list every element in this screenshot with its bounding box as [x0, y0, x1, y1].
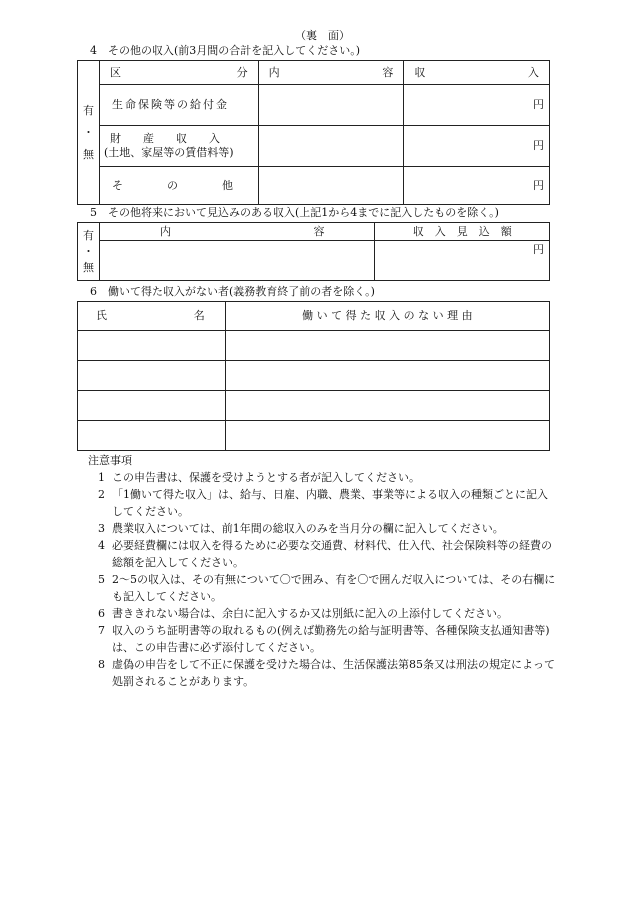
umu-dot: ・: [82, 125, 94, 139]
umu-yes: 有: [82, 228, 94, 242]
cell-reason[interactable]: [225, 331, 549, 361]
note-item: 7 収入のうち証明書等の取れるもの(例えば勤務先の給与証明書等、各種保険支払通知書等)は、この申告書に必ず添付してください。: [98, 624, 550, 654]
cell-name[interactable]: [78, 421, 226, 451]
notes-title: 注意事項: [88, 454, 132, 467]
row-label-insurance: 生命保険等の給付金: [99, 85, 258, 126]
col-header-reason: 働 い て 得 た 収 入 の な い 理 由: [225, 302, 549, 331]
note-item: 5 2～5の収入は、その有無について〇で囲み、有を〇で囲んだ収入については、その右欄にも記入してください。: [98, 573, 556, 603]
cell-reason[interactable]: [225, 421, 549, 451]
section5-table: [77, 222, 550, 281]
col-header-name: 氏 名: [78, 302, 226, 331]
cell-reason[interactable]: [225, 361, 549, 391]
note-item: 2 「1働いて得た収入」は、給与、日雇、内職、農業、事業等による収入の種類ごとに記入してください。: [98, 488, 548, 518]
cell-content[interactable]: [258, 126, 404, 167]
note-item: 1 この申告書は、保護を受けようとする者が記入してください。: [98, 471, 420, 484]
umu-yes: 有: [82, 103, 94, 117]
section6-heading: 6 働いて得た収入がない者(義務教育終了前の者を除く。): [90, 285, 375, 298]
note-item: 6 書ききれない場合は、余白に記入するか又は別紙に記入の上添付してください。: [98, 607, 508, 620]
umu-no: 無: [82, 147, 94, 161]
col-header-content: 内 容: [258, 61, 404, 85]
section4-heading: 4 その他の収入(前3月間の合計を記入してください。): [90, 44, 361, 57]
row-label-other: そ の 他: [99, 167, 258, 205]
cell-reason[interactable]: [225, 391, 549, 421]
cell-name[interactable]: [78, 331, 226, 361]
cell-content[interactable]: [258, 167, 404, 205]
section4-table: [77, 60, 550, 205]
row-label-property: 財 産 収 入 (土地、家屋等の賃借料等): [99, 126, 258, 167]
note-item: 8 虚偽の申告をして不正に保護を受けた場合は、生活保護法第85条又は刑法の規定によって処罰されることがあります。: [98, 658, 555, 688]
cell-income-unit[interactable]: 円: [404, 85, 550, 126]
note-item: 4 必要経費欄には収入を得るために必要な交通費、材料代、仕入代、社会保険料等の経費の総額を記入してください。: [98, 539, 552, 569]
cell-estimate-unit[interactable]: 円: [375, 241, 550, 281]
cell-name[interactable]: [78, 391, 226, 421]
col-header-income: 収 入: [404, 61, 550, 85]
page-title: （裏 面）: [295, 29, 350, 42]
cell-name[interactable]: [78, 361, 226, 391]
col-header-category: 区 分: [99, 61, 258, 85]
col-header-estimate: 収 入 見 込 額: [375, 223, 550, 241]
note-item: 3 農業収入については、前1年間の総収入のみを当月分の欄に記入してください。: [98, 522, 504, 535]
cell-income-unit[interactable]: 円: [404, 126, 550, 167]
cell-income-unit[interactable]: 円: [404, 167, 550, 205]
section5-umu: [78, 223, 100, 281]
section6-table: [77, 301, 550, 451]
section5-heading: 5 その他将来において見込みのある収入(上記1から4までに記入したものを除く。): [90, 206, 499, 219]
cell-content[interactable]: [258, 85, 404, 126]
cell-content[interactable]: [99, 241, 375, 281]
umu-no: 無: [82, 260, 94, 274]
col-header-content: 内 容: [99, 223, 375, 241]
notes-section: [88, 452, 558, 690]
umu-dot: ・: [82, 244, 94, 258]
section4-umu: [78, 61, 100, 205]
